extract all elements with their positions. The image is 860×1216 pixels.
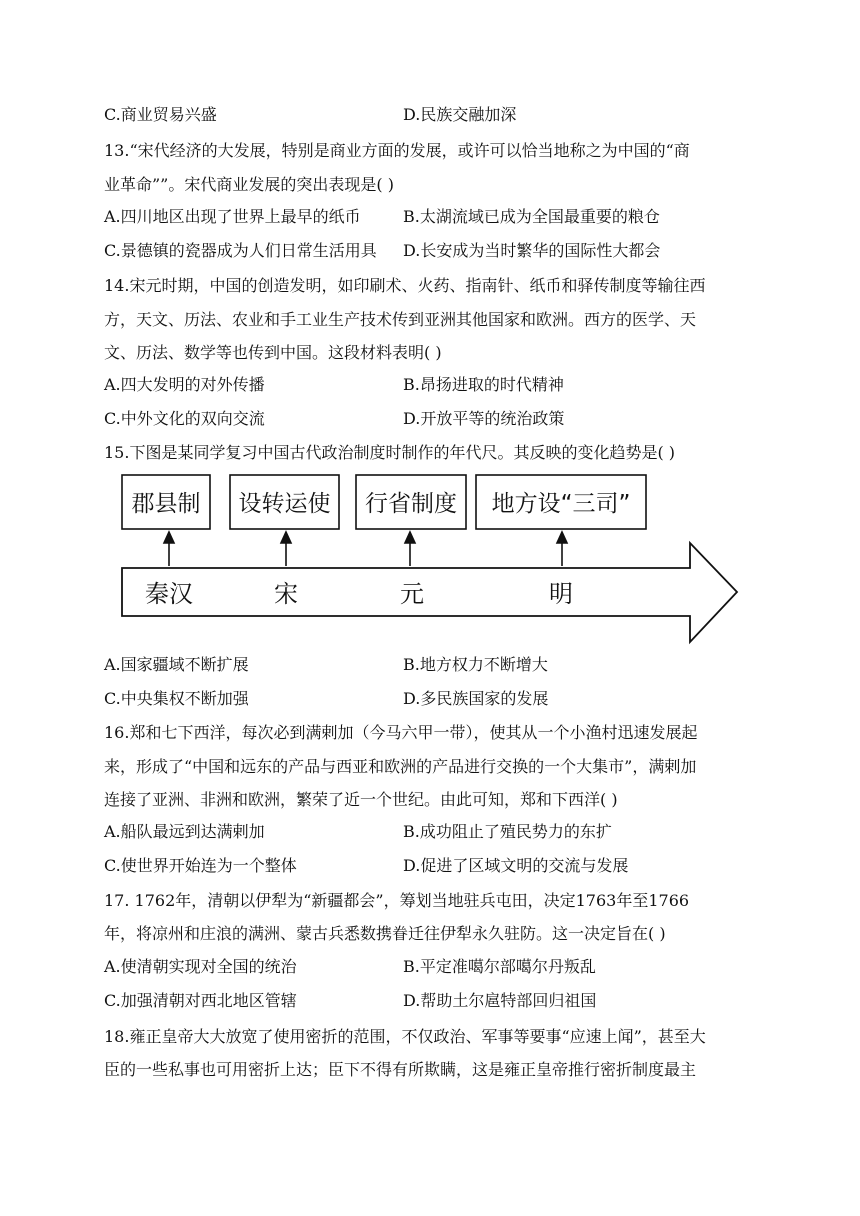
q15-option-b[interactable]: B.地方权力不断增大 [403, 655, 548, 674]
q17-stem-line-2: 年，将凉州和庄浪的满洲、蒙古兵悉数携眷迁往伊犁永久驻防。这一决定旨在( ) [104, 924, 666, 943]
q16-stem-line-1: 16.郑和七下西洋，每次必到满剌加（今马六甲一带），使其从一个小渔村迅速发展起 [104, 723, 698, 742]
q14-option-b[interactable]: B.昂扬进取的时代精神 [403, 375, 564, 394]
q13-option-a[interactable]: A.四川地区出现了世界上最早的纸币 [104, 207, 361, 226]
timeline-box-label-4: 地方设“三司” [491, 491, 631, 517]
timeline-box-label-2: 设转运使 [238, 491, 331, 517]
q17-option-d[interactable]: D.帮助土尔扈特部回归祖国 [403, 991, 597, 1010]
timeline-era-2: 宋 [274, 580, 298, 608]
q15-option-c[interactable]: C.中央集权不断加强 [104, 689, 249, 708]
q16-option-b[interactable]: B.成功阻止了殖民势力的东扩 [403, 822, 612, 841]
q17-option-a[interactable]: A.使清朝实现对全国的统治 [104, 957, 297, 976]
q16-option-d[interactable]: D.促进了区域文明的交流与发展 [403, 856, 629, 875]
q16-option-a[interactable]: A.船队最远到达满剌加 [104, 822, 265, 841]
q13-option-b[interactable]: B.太湖流域已成为全国最重要的粮仓 [403, 207, 660, 226]
q15-timeline-figure [100, 470, 750, 646]
q13-stem-line-2: 业革命””。宋代商业发展的突出表现是( ) [104, 175, 394, 194]
timeline-era-4: 明 [549, 580, 573, 608]
q14-stem-line-1: 14.宋元时期，中国的创造发明，如印刷术、火药、指南针、纸币和驿传制度等输往西 [104, 276, 706, 295]
q17-stem-line-1: 17. 1762年，清朝以伊犁为“新疆都会”，筹划当地驻兵屯田，决定1763年至1766 [104, 891, 690, 910]
q15-stem-line-1: 15.下图是某同学复习中国古代政治制度时制作的年代尺。其反映的变化趋势是( ) [104, 443, 676, 462]
q14-option-c[interactable]: C.中外文化的双向交流 [104, 409, 265, 428]
q15-option-a[interactable]: A.国家疆域不断扩展 [104, 655, 249, 674]
q18-stem-line-2: 臣的一些私事也可用密折上达；臣下不得有所欺瞒，这是雍正皇帝推行密折制度最主 [104, 1060, 697, 1079]
q12-option-c[interactable]: C.商业贸易兴盛 [104, 105, 217, 124]
q13-option-d[interactable]: D.长安成为当时繁华的国际性大都会 [403, 241, 661, 260]
q14-stem-line-2: 方，天文、历法、农业和手工业生产技术传到亚洲其他国家和欧洲。西方的医学、天 [104, 310, 697, 329]
timeline-era-1: 秦汉 [145, 580, 193, 608]
q17-option-b[interactable]: B.平定准噶尔部噶尔丹叛乱 [403, 957, 596, 976]
q15-option-d[interactable]: D.多民族国家的发展 [403, 689, 549, 708]
q16-stem-line-2: 来，形成了“中国和远东的产品与西亚和欧洲的产品进行交换的一个大集市”，满剌加 [104, 757, 697, 776]
timeline-pointer-arrows [164, 532, 567, 566]
q13-option-c[interactable]: C.景德镇的瓷器成为人们日常生活用具 [104, 241, 377, 260]
q17-option-c[interactable]: C.加强清朝对西北地区管辖 [104, 991, 297, 1010]
q18-stem-line-1: 18.雍正皇帝大大放宽了使用密折的范围，不仅政治、军事等要事“应速上闻”，甚至大 [104, 1027, 706, 1046]
timeline-box-label-3: 行省制度 [365, 491, 457, 517]
q14-option-a[interactable]: A.四大发明的对外传播 [104, 375, 265, 394]
q14-stem-line-3: 文、历法、数学等也传到中国。这段材料表明( ) [104, 343, 442, 362]
timeline-era-3: 元 [400, 580, 424, 608]
q12-option-d[interactable]: D.民族交融加深 [403, 105, 517, 124]
q16-option-c[interactable]: C.使世界开始连为一个整体 [104, 856, 297, 875]
timeline-box-label-1: 郡县制 [131, 491, 201, 517]
timeline-arrow [122, 543, 737, 642]
q16-stem-line-3: 连接了亚洲、非洲和欧洲，繁荣了近一个世纪。由此可知，郑和下西洋( ) [104, 790, 618, 809]
q14-option-d[interactable]: D.开放平等的统治政策 [403, 409, 565, 428]
q13-stem-line-1: 13.“宋代经济的大发展，特别是商业方面的发展，或许可以恰当地称之为中国的“商 [104, 141, 690, 160]
